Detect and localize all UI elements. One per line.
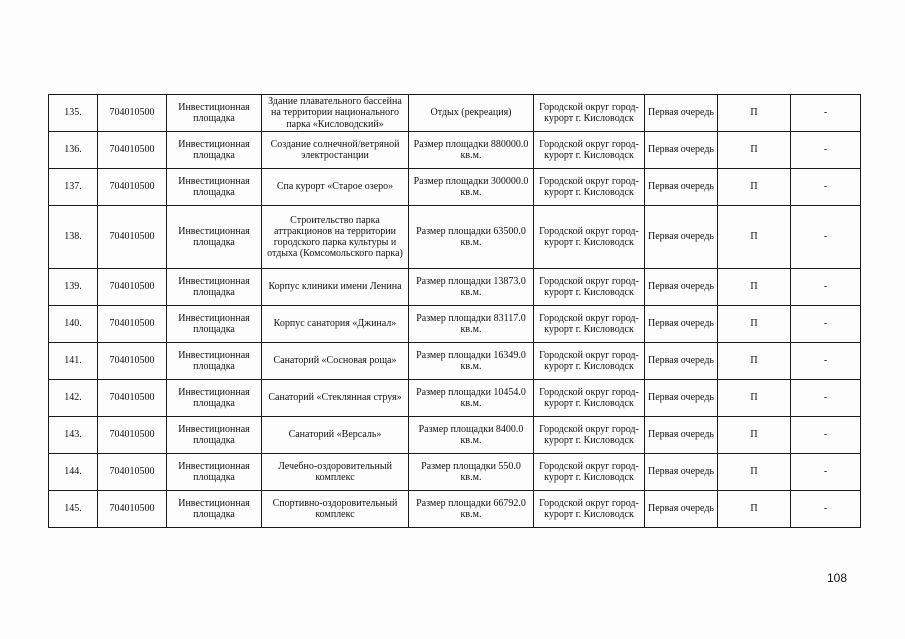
row-note: - xyxy=(791,380,861,417)
row-note: - xyxy=(791,95,861,132)
row-status: П xyxy=(718,343,791,380)
row-location: Городской округ город-курорт г. Кисловодск xyxy=(534,417,645,454)
row-status: П xyxy=(718,169,791,206)
table-row xyxy=(49,491,861,528)
row-purpose: Размер площадки 10454.0 кв.м. xyxy=(409,380,534,417)
row-name: Строительство парка аттракционов на территории городского парка культуры и отдыха (Комсомольского парка) xyxy=(262,206,409,269)
table-row xyxy=(49,454,861,491)
row-note: - xyxy=(791,343,861,380)
row-note: - xyxy=(791,206,861,269)
row-name: Лечебно-оздоровительный комплекс xyxy=(262,454,409,491)
row-location: Городской округ город-курорт г. Кисловодск xyxy=(534,306,645,343)
row-location: Городской округ город-курорт г. Кисловодск xyxy=(534,343,645,380)
row-type: Инвестиционная площадка xyxy=(167,380,262,417)
row-purpose: Размер площадки 8400.0 кв.м. xyxy=(409,417,534,454)
row-type: Инвестиционная площадка xyxy=(167,306,262,343)
row-name: Спа курорт «Старое озеро» xyxy=(262,169,409,206)
row-number: 142. xyxy=(49,380,98,417)
row-code: 704010500 xyxy=(98,454,167,491)
row-code: 704010500 xyxy=(98,95,167,132)
row-location: Городской округ город-курорт г. Кисловодск xyxy=(534,206,645,269)
row-type: Инвестиционная площадка xyxy=(167,343,262,380)
row-status: П xyxy=(718,454,791,491)
row-number: 135. xyxy=(49,95,98,132)
row-code: 704010500 xyxy=(98,417,167,454)
row-priority: Первая очередь xyxy=(645,306,718,343)
row-status: П xyxy=(718,95,791,132)
row-type: Инвестиционная площадка xyxy=(167,206,262,269)
row-priority: Первая очередь xyxy=(645,380,718,417)
row-name: Корпус клиники имени Ленина xyxy=(262,269,409,306)
row-status: П xyxy=(718,206,791,269)
row-location: Городской округ город-курорт г. Кисловодск xyxy=(534,132,645,169)
row-code: 704010500 xyxy=(98,380,167,417)
row-code: 704010500 xyxy=(98,491,167,528)
row-purpose: Размер площадки 880000.0 кв.м. xyxy=(409,132,534,169)
row-name: Корпус санатория «Джинал» xyxy=(262,306,409,343)
table-row xyxy=(49,380,861,417)
row-purpose: Размер площадки 300000.0 кв.м. xyxy=(409,169,534,206)
row-number: 139. xyxy=(49,269,98,306)
row-code: 704010500 xyxy=(98,306,167,343)
table-row xyxy=(49,306,861,343)
register-table xyxy=(48,94,861,528)
row-location: Городской округ город-курорт г. Кисловодск xyxy=(534,454,645,491)
row-priority: Первая очередь xyxy=(645,132,718,169)
row-code: 704010500 xyxy=(98,169,167,206)
page-number: 108 xyxy=(826,571,847,585)
row-note: - xyxy=(791,269,861,306)
row-priority: Первая очередь xyxy=(645,491,718,528)
row-purpose: Размер площадки 550.0 кв.м. xyxy=(409,454,534,491)
row-type: Инвестиционная площадка xyxy=(167,417,262,454)
row-name: Санаторий «Версаль» xyxy=(262,417,409,454)
row-location: Городской округ город-курорт г. Кисловодск xyxy=(534,380,645,417)
table-row xyxy=(49,206,861,269)
row-priority: Первая очередь xyxy=(645,169,718,206)
row-purpose: Отдых (рекреация) xyxy=(409,95,534,132)
row-status: П xyxy=(718,269,791,306)
table-row xyxy=(49,132,861,169)
table-row xyxy=(49,95,861,132)
row-status: П xyxy=(718,306,791,343)
row-number: 137. xyxy=(49,169,98,206)
row-code: 704010500 xyxy=(98,206,167,269)
row-name: Санаторий «Стеклянная струя» xyxy=(262,380,409,417)
row-purpose: Размер площадки 16349.0 кв.м. xyxy=(409,343,534,380)
row-priority: Первая очередь xyxy=(645,95,718,132)
row-status: П xyxy=(718,491,791,528)
row-code: 704010500 xyxy=(98,269,167,306)
row-note: - xyxy=(791,306,861,343)
row-type: Инвестиционная площадка xyxy=(167,132,262,169)
row-status: П xyxy=(718,417,791,454)
row-location: Городской округ город-курорт г. Кисловодск xyxy=(534,169,645,206)
row-number: 138. xyxy=(49,206,98,269)
row-number: 144. xyxy=(49,454,98,491)
row-name: Создание солнечной/ветряной электростанции xyxy=(262,132,409,169)
table-row xyxy=(49,417,861,454)
table-row xyxy=(49,269,861,306)
row-number: 140. xyxy=(49,306,98,343)
row-purpose: Размер площадки 63500.0 кв.м. xyxy=(409,206,534,269)
row-purpose: Размер площадки 83117.0 кв.м. xyxy=(409,306,534,343)
row-type: Инвестиционная площадка xyxy=(167,454,262,491)
row-code: 704010500 xyxy=(98,132,167,169)
row-name: Спортивно-оздоровительный комплекс xyxy=(262,491,409,528)
row-priority: Первая очередь xyxy=(645,343,718,380)
row-note: - xyxy=(791,491,861,528)
row-note: - xyxy=(791,454,861,491)
table-row xyxy=(49,343,861,380)
row-number: 143. xyxy=(49,417,98,454)
row-code: 704010500 xyxy=(98,343,167,380)
row-type: Инвестиционная площадка xyxy=(167,95,262,132)
row-status: П xyxy=(718,380,791,417)
row-name: Здание плавательного бассейна на территории национального парка «Кисловодский» xyxy=(262,95,409,132)
row-name: Санаторий «Сосновая роща» xyxy=(262,343,409,380)
row-priority: Первая очередь xyxy=(645,206,718,269)
table-row xyxy=(49,169,861,206)
row-location: Городской округ город-курорт г. Кисловодск xyxy=(534,95,645,132)
row-location: Городской округ город-курорт г. Кисловодск xyxy=(534,491,645,528)
row-priority: Первая очередь xyxy=(645,454,718,491)
row-location: Городской округ город-курорт г. Кисловодск xyxy=(534,269,645,306)
row-purpose: Размер площадки 13873.0 кв.м. xyxy=(409,269,534,306)
row-number: 145. xyxy=(49,491,98,528)
row-note: - xyxy=(791,417,861,454)
row-number: 141. xyxy=(49,343,98,380)
row-type: Инвестиционная площадка xyxy=(167,169,262,206)
row-purpose: Размер площадки 66792.0 кв.м. xyxy=(409,491,534,528)
row-type: Инвестиционная площадка xyxy=(167,269,262,306)
row-priority: Первая очередь xyxy=(645,417,718,454)
row-priority: Первая очередь xyxy=(645,269,718,306)
row-status: П xyxy=(718,132,791,169)
row-note: - xyxy=(791,169,861,206)
row-note: - xyxy=(791,132,861,169)
row-number: 136. xyxy=(49,132,98,169)
row-type: Инвестиционная площадка xyxy=(167,491,262,528)
